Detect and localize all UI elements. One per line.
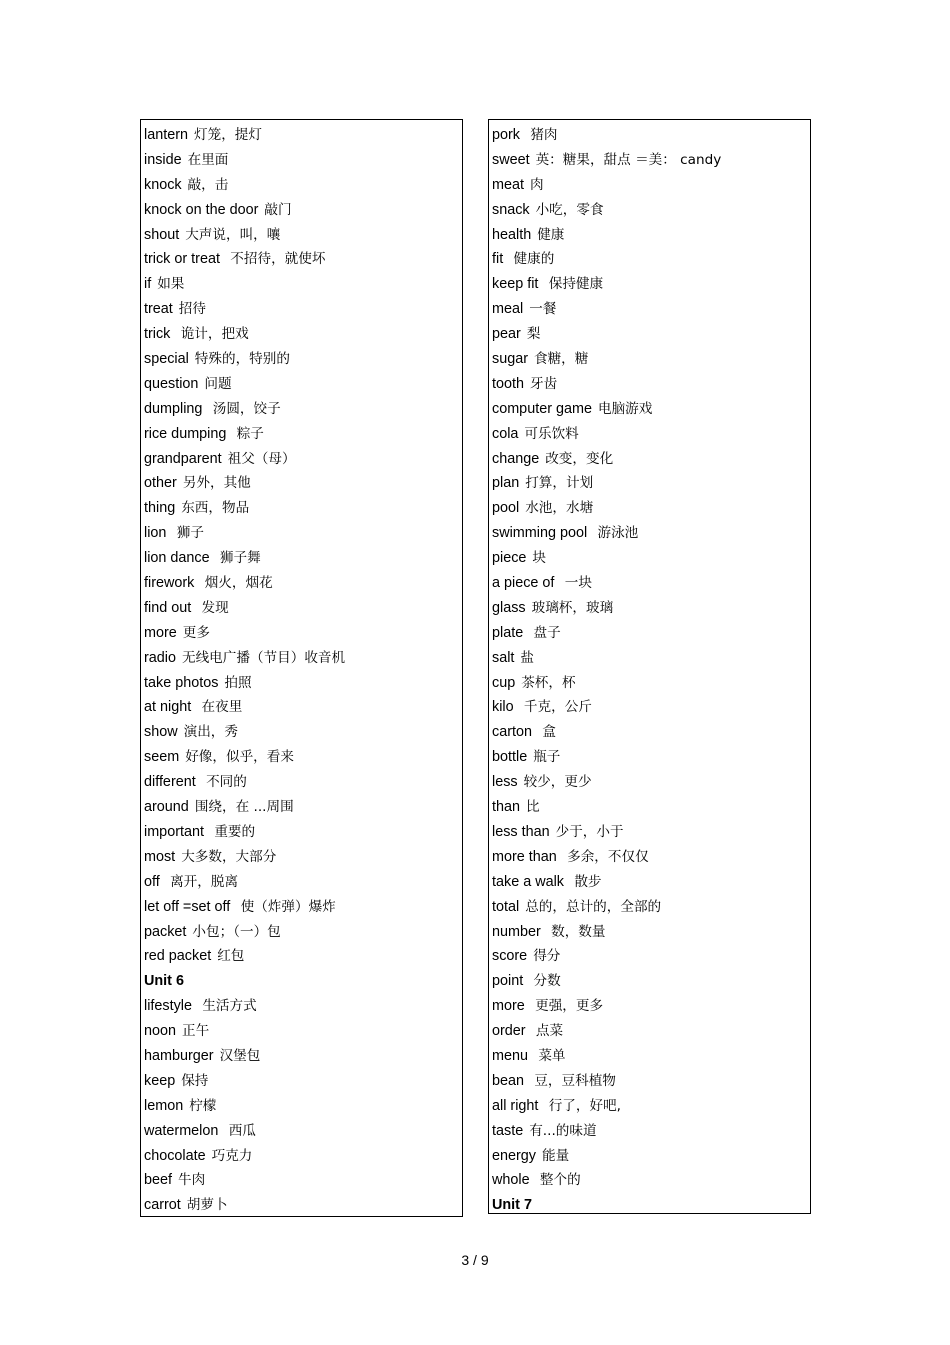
vocab-meaning: 生活方式 (198, 998, 257, 1015)
vocab-meaning: 诡计，把戏 (176, 326, 249, 343)
vocab-meaning: 游泳池 (593, 525, 639, 542)
vocab-entry (492, 897, 810, 922)
vocab-term: hamburger (144, 1047, 214, 1064)
vocab-term: knock on the door (144, 201, 259, 218)
vocab-entry (144, 399, 462, 424)
vocab-meaning: 牙齿 (530, 375, 558, 392)
vocab-meaning: 汤圆，饺子 (208, 400, 281, 417)
vocab-term: whole (492, 1172, 530, 1189)
vocab-meaning: 食糖，糖 (534, 351, 589, 368)
vocab-term: sugar (492, 351, 528, 368)
vocab-term: at night (144, 699, 192, 716)
vocab-term: treat (144, 301, 173, 318)
vocab-entry (144, 299, 462, 324)
vocab-entry (144, 747, 462, 772)
vocab-term: all right (492, 1097, 539, 1114)
vocab-entry (492, 1146, 810, 1171)
vocab-term: tooth (492, 375, 525, 392)
vocab-meaning: 改变，变化 (545, 450, 614, 467)
vocab-entry (144, 324, 462, 349)
vocab-entry (144, 772, 462, 797)
vocab-term: more (492, 998, 525, 1015)
vocab-entry (492, 449, 810, 474)
vocab-term: change (492, 450, 540, 467)
vocab-term: less than (492, 823, 550, 840)
vocab-term: around (144, 799, 189, 816)
unit-heading (492, 1195, 810, 1220)
vocab-meaning: 豆，豆科植物 (530, 1072, 616, 1089)
vocab-meaning: 敲门 (264, 201, 292, 218)
vocab-entry (492, 922, 810, 947)
vocab-meaning: 比 (526, 799, 540, 816)
vocab-term: if (144, 276, 152, 293)
vocab-term: meal (492, 301, 524, 318)
vocab-meaning: 围绕，在 ...周围 (194, 799, 294, 816)
vocab-term: kilo (492, 699, 514, 716)
vocab-term: pool (492, 500, 520, 517)
vocab-meaning: 英：糖果，甜点 ＝美： candy (535, 151, 722, 168)
vocab-term: taste (492, 1122, 524, 1139)
vocab-entry (144, 1195, 462, 1220)
vocab-term: red packet (144, 948, 212, 965)
vocab-meaning: 玻璃杯，玻璃 (531, 599, 614, 616)
vocab-term: show (144, 724, 178, 741)
vocab-entry (144, 872, 462, 897)
unit-heading-label: Unit 6 (144, 973, 184, 990)
vocab-entry (492, 1021, 810, 1046)
vocab-term: dumpling (144, 400, 203, 417)
vocab-entry (492, 797, 810, 822)
vocab-entry (492, 473, 810, 498)
vocab-entry (492, 200, 810, 225)
vocab-entry (492, 697, 810, 722)
vocab-term: bean (492, 1072, 525, 1089)
vocab-term: energy (492, 1147, 537, 1164)
vocab-meaning: 盘子 (529, 624, 561, 641)
vocab-meaning: 健康 (537, 226, 565, 243)
vocab-meaning: 小包；（一）包 (192, 923, 281, 940)
vocab-entry (492, 573, 810, 598)
vocab-entry (144, 349, 462, 374)
vocab-entry (144, 498, 462, 523)
vocab-term: carrot (144, 1197, 181, 1214)
vocab-term: take a walk (492, 873, 564, 890)
vocab-entry (144, 449, 462, 474)
vocab-term: radio (144, 649, 176, 666)
vocab-term: different (144, 774, 196, 791)
vocab-entry (492, 847, 810, 872)
vocabulary-column-right (488, 119, 811, 1214)
vocab-term: shout (144, 226, 180, 243)
vocab-entry (144, 225, 462, 250)
vocab-entry (492, 971, 810, 996)
vocab-term: let off =set off (144, 898, 231, 915)
vocab-meaning: 水池，水塘 (525, 500, 594, 517)
vocab-entry (492, 623, 810, 648)
vocab-term: total (492, 898, 520, 915)
vocab-entry (144, 722, 462, 747)
vocab-entry (144, 249, 462, 274)
vocab-meaning: 问题 (204, 375, 232, 392)
vocab-term: most (144, 848, 176, 865)
vocab-entry (144, 697, 462, 722)
vocab-meaning: 招待 (178, 301, 206, 318)
vocab-entry (492, 1096, 810, 1121)
vocab-meaning: 盒 (538, 724, 556, 741)
vocab-entry (144, 523, 462, 548)
vocab-term: meat (492, 176, 524, 193)
vocab-entry (144, 374, 462, 399)
vocab-meaning: 整个的 (535, 1172, 581, 1189)
vocab-meaning: 茶杯，杯 (521, 674, 576, 691)
vocab-term: score (492, 948, 528, 965)
vocabulary-column-left (140, 119, 463, 1217)
vocab-term: thing (144, 500, 176, 517)
vocab-meaning: 拍照 (224, 674, 252, 691)
vocab-term: bottle (492, 749, 528, 766)
vocab-entry (492, 946, 810, 971)
vocab-term: a piece of (492, 575, 555, 592)
vocab-term: off (144, 873, 160, 890)
vocab-term: swimming pool (492, 525, 588, 542)
vocab-term: order (492, 1023, 526, 1040)
vocab-meaning: 特殊的，特别的 (194, 351, 290, 368)
vocab-meaning: 瓶子 (533, 749, 561, 766)
vocab-entry (492, 150, 810, 175)
vocab-term: trick (144, 326, 171, 343)
vocab-meaning: 菜单 (534, 1047, 566, 1064)
vocab-term: more (144, 624, 177, 641)
vocab-meaning: 如果 (157, 276, 185, 293)
vocab-entry (492, 498, 810, 523)
vocab-entry (144, 1071, 462, 1096)
vocab-meaning: 得分 (533, 948, 561, 965)
vocab-entry (144, 175, 462, 200)
vocab-meaning: 不招待，就使坏 (225, 251, 326, 268)
vocab-entry (144, 648, 462, 673)
page-number: 3 / 9 (461, 1252, 489, 1268)
vocab-meaning: 行了，好吧, (544, 1097, 622, 1114)
vocab-meaning: 敲，击 (187, 176, 229, 193)
vocab-meaning: 保持健康 (544, 276, 604, 293)
vocab-term: find out (144, 599, 192, 616)
vocab-meaning: 健康的 (509, 251, 555, 268)
vocab-term: than (492, 799, 521, 816)
vocab-term: watermelon (144, 1122, 219, 1139)
vocab-entry (144, 922, 462, 947)
vocab-entry (492, 424, 810, 449)
vocab-meaning: 散步 (570, 873, 602, 890)
vocab-entry (492, 598, 810, 623)
vocab-meaning: 打算，计划 (525, 475, 594, 492)
vocab-entry (492, 299, 810, 324)
vocab-term: health (492, 226, 532, 243)
vocab-entry (492, 225, 810, 250)
vocab-entry (492, 125, 810, 150)
vocab-meaning: 一餐 (529, 301, 557, 318)
vocab-meaning: 数，数量 (546, 923, 606, 940)
vocab-meaning: 大多数，大部分 (181, 848, 277, 865)
vocab-meaning: 更强，更多 (530, 998, 604, 1015)
vocab-meaning: 好像，似乎，看来 (185, 749, 294, 766)
vocab-entry (492, 1046, 810, 1071)
vocab-term: computer game (492, 400, 592, 417)
vocab-entry (492, 1071, 810, 1096)
vocab-entry (492, 772, 810, 797)
vocab-entry (492, 1121, 810, 1146)
vocab-entry (144, 548, 462, 573)
vocab-meaning: 烟火，烟花 (200, 575, 273, 592)
vocab-meaning: 在夜里 (197, 699, 243, 716)
vocab-term: take photos (144, 674, 219, 691)
vocab-entry (492, 747, 810, 772)
vocab-entry (144, 150, 462, 175)
vocab-term: lantern (144, 127, 189, 143)
vocab-term: cola (492, 425, 519, 442)
vocab-entry (144, 673, 462, 698)
vocab-term: pear (492, 326, 521, 343)
vocab-term: snack (492, 201, 530, 218)
vocab-meaning: 狮子 (172, 525, 204, 542)
vocab-meaning: 能量 (542, 1147, 570, 1164)
vocab-term: carton (492, 724, 532, 741)
vocab-term: special (144, 351, 189, 368)
vocab-term: keep (144, 1072, 176, 1089)
vocab-meaning: 点菜 (531, 1023, 564, 1040)
vocab-term: beef (144, 1172, 173, 1189)
vocab-meaning: 西瓜 (224, 1122, 256, 1139)
vocab-entry (492, 872, 810, 897)
vocab-meaning: 小吃，零食 (535, 201, 604, 218)
vocab-entry (492, 249, 810, 274)
vocab-meaning: 巧克力 (211, 1147, 253, 1164)
vocab-meaning: 大声说，叫，嚷 (185, 226, 281, 243)
vocab-entry (144, 1021, 462, 1046)
vocab-term: chocolate (144, 1147, 206, 1164)
vocab-entry (144, 1096, 462, 1121)
vocab-meaning: 演出，秀 (183, 724, 238, 741)
vocab-term: firework (144, 575, 195, 592)
vocab-term: less (492, 774, 518, 791)
vocab-entry (492, 722, 810, 747)
vocab-entry (492, 349, 810, 374)
vocab-meaning: 红包 (217, 948, 245, 965)
unit-heading (144, 971, 462, 996)
vocab-entry (492, 673, 810, 698)
vocab-entry (492, 548, 810, 573)
vocab-meaning: 梨 (526, 326, 541, 343)
vocab-term: keep fit (492, 276, 539, 293)
vocab-meaning: 块 (532, 550, 546, 567)
vocab-meaning: 更多 (182, 624, 210, 641)
vocab-meaning: 千克，公斤 (519, 699, 592, 716)
vocab-entry (144, 598, 462, 623)
vocab-entry (492, 648, 810, 673)
vocab-entry (144, 473, 462, 498)
vocab-entry (492, 822, 810, 847)
vocab-entry (492, 1170, 810, 1195)
vocab-meaning: 可乐饮料 (524, 425, 579, 442)
vocab-meaning: 粽子 (232, 425, 264, 442)
vocab-term: important (144, 823, 204, 840)
vocab-term: lion (144, 525, 167, 542)
vocab-meaning: 电脑游戏 (597, 400, 653, 417)
vocab-meaning: 在里面 (187, 151, 229, 168)
vocab-term: more than (492, 848, 557, 865)
vocab-entry (144, 1046, 462, 1071)
vocab-meaning: 无线电广播（节目）收音机 (182, 649, 346, 666)
vocab-meaning: 较少，更少 (523, 774, 592, 791)
vocab-entry (144, 125, 462, 150)
vocab-meaning: 正午 (182, 1023, 210, 1040)
vocab-meaning: 猪肉 (526, 127, 558, 143)
vocab-term: plate (492, 624, 524, 641)
vocab-meaning: 灯笼，提灯 (194, 127, 262, 143)
vocab-term: glass (492, 599, 526, 616)
vocab-entry (144, 822, 462, 847)
vocab-meaning: 少于，小于 (555, 823, 624, 840)
vocab-term: knock (144, 176, 182, 193)
vocab-term: sweet (492, 151, 530, 168)
vocab-term: lion dance (144, 550, 210, 567)
vocab-term: trick or treat (144, 251, 220, 268)
vocab-entry (144, 897, 462, 922)
vocab-meaning: 不同的 (201, 774, 247, 791)
vocab-term: menu (492, 1047, 528, 1064)
unit-heading-label: Unit 7 (492, 1197, 532, 1214)
vocab-term: number (492, 923, 541, 940)
vocab-meaning: 离开，脱离 (165, 873, 239, 890)
vocab-entry (144, 200, 462, 225)
vocab-term: fit (492, 251, 504, 268)
vocab-meaning: 盐 (520, 649, 534, 666)
vocab-entry (144, 996, 462, 1021)
vocab-entry (144, 274, 462, 299)
vocab-term: seem (144, 749, 180, 766)
vocab-term: lifestyle (144, 998, 192, 1015)
vocab-term: cup (492, 674, 516, 691)
vocab-meaning: 另外，其他 (182, 475, 251, 492)
vocab-entry (144, 573, 462, 598)
vocab-term: noon (144, 1023, 177, 1040)
vocab-term: lemon (144, 1097, 184, 1114)
vocab-term: inside (144, 151, 182, 168)
vocab-entry (144, 623, 462, 648)
vocab-meaning: 肉 (530, 176, 544, 193)
vocab-meaning: 东西，物品 (181, 500, 250, 517)
vocab-entry (144, 1146, 462, 1171)
vocab-meaning: 汉堡包 (219, 1047, 261, 1064)
vocab-term: other (144, 475, 177, 492)
vocab-meaning: 重要的 (210, 823, 256, 840)
vocab-meaning: 总的，总计的，全部的 (525, 898, 662, 915)
vocab-entry (144, 847, 462, 872)
vocab-term: piece (492, 550, 527, 567)
vocab-meaning: 柠檬 (189, 1097, 217, 1114)
vocab-term: point (492, 973, 524, 990)
vocab-term: grandparent (144, 450, 222, 467)
vocab-meaning: 多余，不仅仅 (562, 848, 649, 865)
vocab-meaning: 胡萝卜 (186, 1197, 228, 1214)
vocab-entry (144, 1121, 462, 1146)
vocab-term: rice dumping (144, 425, 227, 442)
vocab-meaning: 狮子舞 (215, 550, 261, 567)
vocab-entry (144, 797, 462, 822)
vocab-meaning: 有...的味道 (529, 1122, 597, 1139)
vocab-meaning: 祖父（母） (227, 450, 296, 467)
vocab-entry (144, 424, 462, 449)
vocab-meaning: 发现 (197, 599, 229, 616)
vocab-entry (492, 996, 810, 1021)
vocab-entry (492, 399, 810, 424)
vocab-entry (492, 523, 810, 548)
vocab-term: packet (144, 923, 187, 940)
vocab-entry (492, 274, 810, 299)
vocab-meaning: 保持 (181, 1072, 209, 1089)
vocab-entry (492, 175, 810, 200)
vocab-entry (144, 946, 462, 971)
vocab-term: salt (492, 649, 515, 666)
vocab-term: pork (492, 127, 520, 143)
vocab-meaning: 使（炸弹）爆炸 (236, 898, 336, 915)
vocab-meaning: 一块 (560, 575, 592, 592)
vocab-meaning: 牛肉 (178, 1172, 206, 1189)
vocab-term: plan (492, 475, 520, 492)
vocab-term: question (144, 375, 199, 392)
vocab-meaning: 分数 (529, 973, 561, 990)
vocab-entry (492, 324, 810, 349)
vocab-entry (492, 374, 810, 399)
vocab-entry (144, 1170, 462, 1195)
